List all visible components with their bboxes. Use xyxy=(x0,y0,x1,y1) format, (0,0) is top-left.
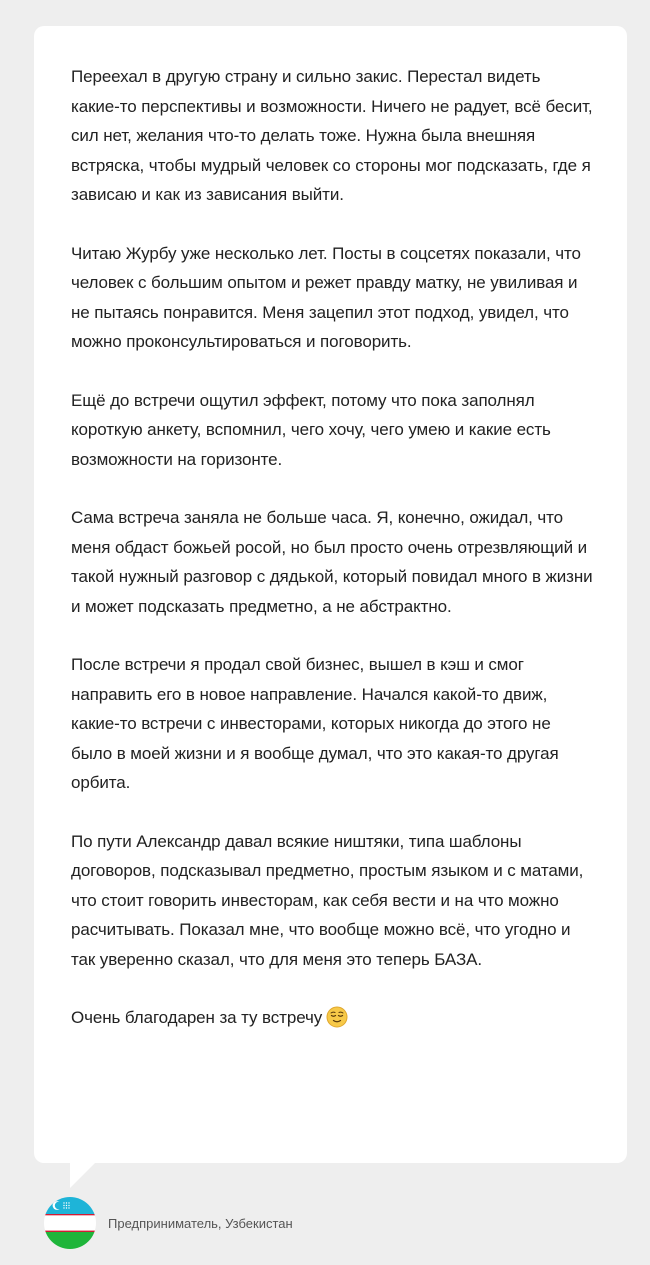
author-caption: Предприниматель, Узбекистан xyxy=(108,1215,293,1231)
relieved-face-emoji-icon xyxy=(326,1006,348,1038)
flag-graphic xyxy=(44,1197,96,1249)
testimonial-paragraph-6: По пути Александр давал всякие ништяки, типа шаблоны договоров, подсказывал предметно, простым языком и с матами, что стоит говорить инвесторам, как себя вести и на что можно расчитывать. Показал мне, что вообще можно всё, что угодно и так уверенно сказал, что для меня это теперь БАЗА. xyxy=(71,831,584,969)
testimonial-closing-line xyxy=(71,1003,593,1038)
author-block xyxy=(44,1197,293,1249)
testimonial-paragraph-5: После встречи я продал свой бизнес, вышел в кэш и смог направить его в новое направление. Начался какой-то движ, какие-то встречи с инвесторами, которых никогда до этого не было в моей жизни и я вообще думал, что это какая-то другая орбита. xyxy=(71,655,559,792)
testimonial-paragraph-4: Сама встреча заняла не больше часа. Я, конечно, ожидал, что меня обдаст божьей росой, но был просто очень отрезвляющий и такой нужный разговор с дядькой, который повидал много в жизни и может подсказать предметно, а не абстрактно. xyxy=(71,508,593,616)
testimonial-paragraph-2: Читаю Журбу уже несколько лет. Посты в соцсетях показали, что человек с большим опытом и режет правду матку, не увиливая и не пытаясь понравится. Меня зацепил этот подход, увидел, что можно проконсультироваться и поговорить. xyxy=(71,243,581,351)
speech-bubble-tail xyxy=(70,1162,96,1188)
testimonial-paragraph-1: Переехал в другую страну и сильно закис. Перестал видеть какие-то перспективы и возможности. Ничего не радует, всё бесит, сил нет, желания что-то делать тоже. Нужна была внешняя встряска, чтобы мудрый человек со стороны мог подсказать, где я зависаю и как из зависания выйти. xyxy=(71,67,593,204)
testimonial-closing-text: Очень благодарен за ту встречу xyxy=(71,1008,323,1027)
uzbekistan-flag-icon xyxy=(44,1197,96,1249)
testimonial-paragraph-3: Ещё до встречи ощутил эффект, потому что пока заполнял короткую анкету, вспомнил, чего хочу, чего умею и какие есть возможности на горизонте. xyxy=(71,390,551,469)
testimonial-card xyxy=(34,26,627,1163)
